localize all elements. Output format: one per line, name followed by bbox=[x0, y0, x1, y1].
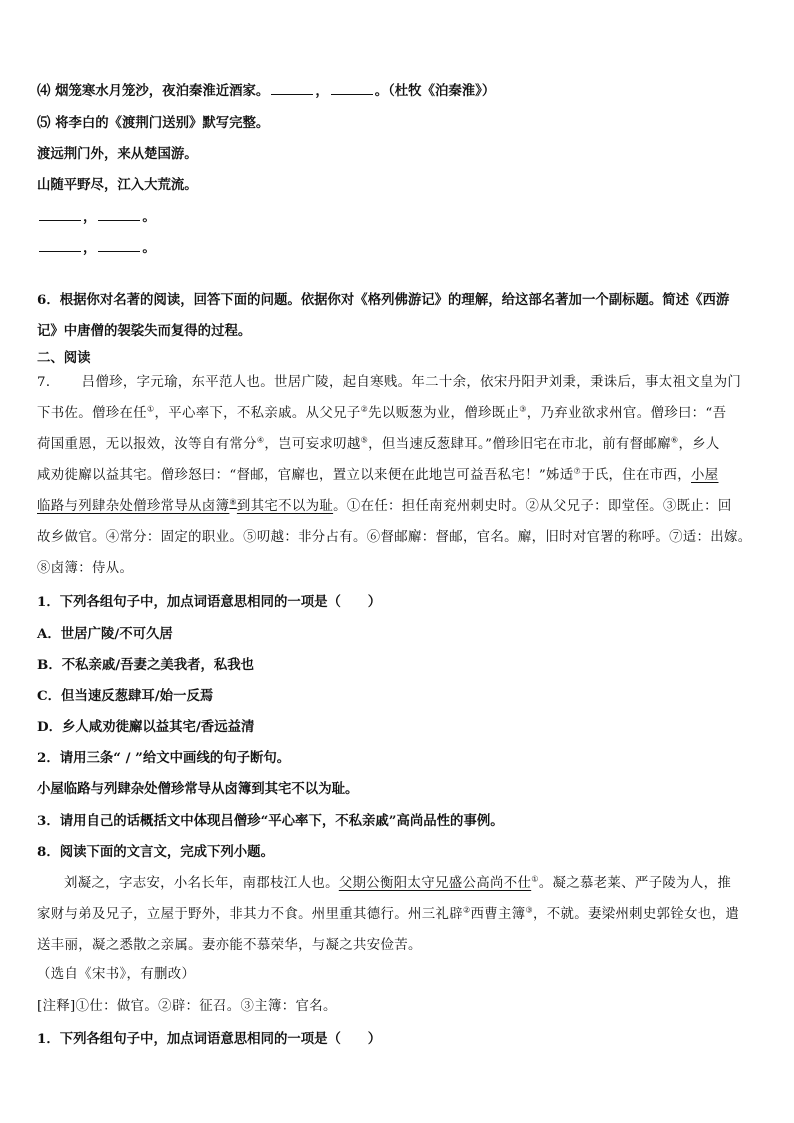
underlined-sentence: 小屋 bbox=[691, 468, 719, 483]
answer-blank[interactable] bbox=[271, 82, 313, 95]
poem5-blank-line1: ， 。 bbox=[37, 208, 156, 226]
q7-notes-line: 故乡做官。④常分：固定的职业。⑤叨越：非分占有。⑥督邮廨：督邮，官名。廨，旧时对官署的称呼。⑦适：出嫁。 bbox=[37, 530, 752, 545]
item-number: ⑷ bbox=[37, 83, 51, 99]
question-number: 7． bbox=[37, 375, 60, 390]
q7-passage-line4: 咸劝徙廨以益其宅。僧珍怒曰：“督邮，官廨也，置立以来便在此地岂可益吾私宅！”姊适⑦于氏，住在市西，小屋 bbox=[37, 466, 719, 483]
underlined-sentence: 临路与列肆杂处僧珍常导从卤簿 bbox=[37, 499, 230, 514]
poem5-instruction: ⑸ 将李白的《渡荆门送别》默写完整。 bbox=[37, 115, 270, 131]
poem4-line: ⑷ 烟笼寒水月笼沙，夜泊秦淮近酒家。 ， 。（杜牧《泊秦淮》） bbox=[37, 83, 496, 99]
q8-note: [注释]①仕：做官。②辟：征召。③主簿：官名。 bbox=[37, 999, 337, 1014]
item-number: ⑸ bbox=[37, 115, 51, 131]
answer-blank[interactable] bbox=[331, 82, 373, 95]
underlined-sentence: 父期公衡阳太守兄盛公高尚不仕 bbox=[338, 876, 532, 891]
q6-line2: 记》中唐僧的袈裟失而复得的过程。 bbox=[37, 323, 252, 339]
option-a[interactable]: A．世居广陵/不可久居 bbox=[37, 626, 173, 642]
q8-source: （选自《宋书》，有删改） bbox=[37, 967, 196, 982]
q7-notes-line-end: ⑧卤簿：侍从。 bbox=[37, 561, 134, 576]
poem5-blank-line2: ， 。 bbox=[37, 239, 156, 257]
q8-passage-line3: 送丰丽，凝之悉散之亲属。妻亦能不慕荣华，与凝之共安俭苦。 bbox=[37, 938, 422, 953]
q7-3-stem: 3．请用自己的话概括文中体现吕僧珍“平心率下，不私亲戚”高尚品性的事例。 bbox=[37, 813, 504, 829]
option-b[interactable]: B．不私亲戚/吾妻之美我者，私我也 bbox=[37, 657, 255, 673]
q8-1-stem: 1．下列各组句子中，加点词语意思相同的一项是（ ） bbox=[37, 1031, 382, 1047]
answer-blank[interactable] bbox=[39, 239, 81, 252]
q7-2-stem: 2．请用三条“ / ”给文中画线的句子断句。 bbox=[37, 750, 291, 766]
section-heading: 二、阅读 bbox=[37, 350, 91, 366]
answer-blank[interactable] bbox=[39, 208, 81, 221]
q7-2-sentence: 小屋临路与列肆杂处僧珍常导从卤簿到其宅不以为耻。 bbox=[37, 781, 359, 797]
answer-blank[interactable] bbox=[98, 208, 140, 221]
q8-stem: 8．阅读下面的文言文，完成下列小题。 bbox=[37, 844, 274, 860]
q8-passage-line1: 刘凝之，字志安，小名长年，南郡枝江人也。父期公衡阳太守兄盛公高尚不仕①。凝之慕老莱、严子陵为人，推 bbox=[64, 874, 732, 891]
option-d[interactable]: D．乡人咸劝徙廨以益其宅/香远益清 bbox=[37, 719, 255, 735]
q6-line1: 6．根据你对名著的阅读，回答下面的问题。依据你对《格列佛游记》的理解，给这部名著加一个副标题。简述《西游 bbox=[37, 292, 730, 308]
q7-passage-line2: 下书佐。僧珍在任①，平心率下，不私亲戚。从父兄子②先以贩葱为业，僧珍既止③，乃弃业欲求州官。僧珍曰：“吾 bbox=[37, 404, 727, 421]
poem-text: 烟笼寒水月笼沙，夜泊秦淮近酒家。 bbox=[55, 83, 270, 99]
q8-passage-line2: 家财与弟及兄子，立屋于野外，非其力不食。州里重其德行。州三礼辟②西曹主簿③，不就。妻梁州刺史郭铨女也，遣 bbox=[37, 905, 740, 922]
q7-1-stem: 1．下列各组句子中，加点词语意思相同的一项是（ ） bbox=[37, 594, 382, 610]
q7-passage-line1: 7． 吕僧珍，字元瑜，东平范人也。世居广陵，起自寒贱。年二十余，依宋丹阳尹刘秉，秉诛后，事太祖文皇为门 bbox=[37, 375, 742, 390]
poem-source: 。（杜牧《泊秦淮》） bbox=[374, 83, 496, 99]
q7-passage-line3: 荷国重恩，无以报效，汝等自有常分④，岂可妄求叨越⑤，但当速反葱肆耳。”僧珍旧宅在市北，前有督邮廨⑥，乡人 bbox=[37, 435, 720, 452]
q7-passage-line5: 临路与列肆杂处僧珍常导从卤簿⑧到其宅不以为耻。①在任：担任南兖州刺史时。②从父兄子：即堂侄。③既止：回 bbox=[37, 497, 732, 514]
answer-blank[interactable] bbox=[98, 239, 140, 252]
option-c[interactable]: C．但当速反葱肆耳/始一反焉 bbox=[37, 688, 214, 704]
poem5-line2: 山随平野尽，江入大荒流。 bbox=[37, 177, 198, 193]
poem5-line1: 渡远荆门外，来从楚国游。 bbox=[37, 146, 198, 162]
